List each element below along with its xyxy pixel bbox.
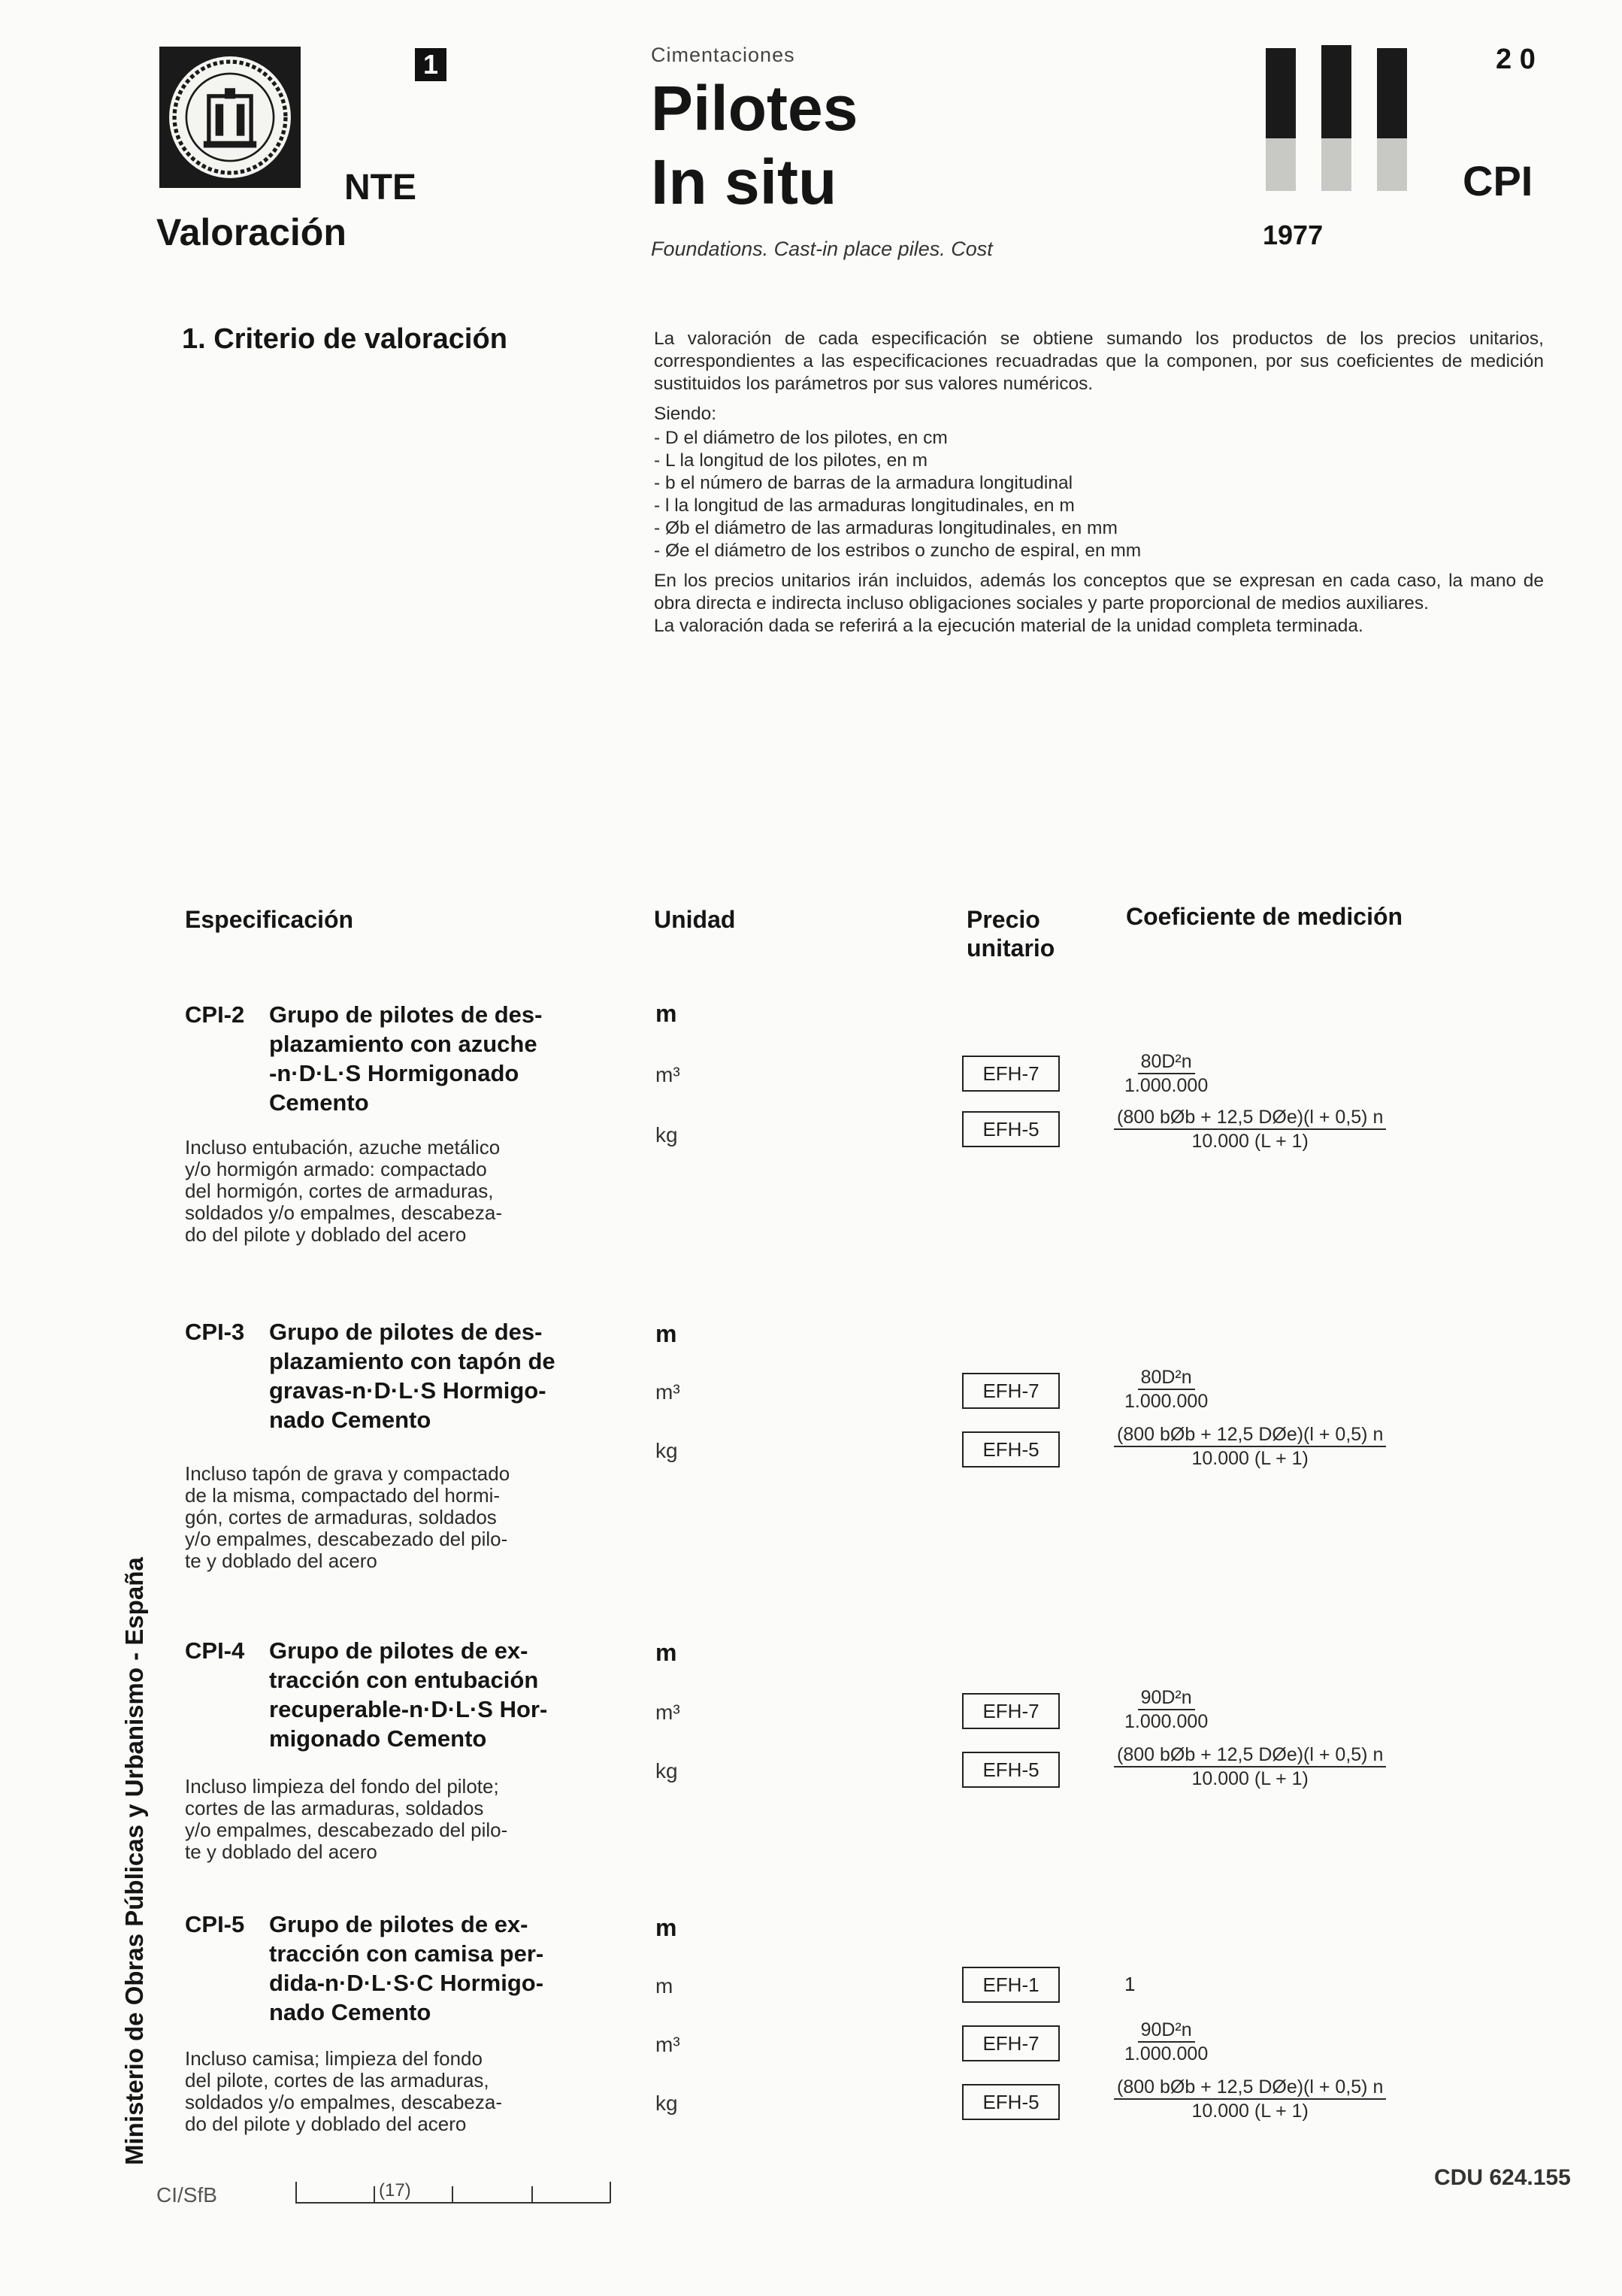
spec-title-cpi-5: CPI-5 Grupo de pilotes de ex- tracción con camisa per- dida-n·D·L·S·C Hormigo- nado Cemento bbox=[185, 1911, 544, 2025]
publication-year: 1977 bbox=[1263, 220, 1324, 250]
unit-label: m³ bbox=[655, 2033, 680, 2056]
col-header-spec: Especificación bbox=[185, 906, 354, 933]
coef-formula: (800 bØb + 12,5 DØe)(l + 0,5) n 10.000 (L + 1) bbox=[1114, 2076, 1386, 2122]
price-ref-box: EFH-1 bbox=[962, 1967, 1060, 2003]
ministry-seal-logo bbox=[159, 47, 301, 188]
cisfb-box-value: (17) bbox=[379, 2180, 411, 2201]
spec-title-cpi-4: CPI-4 Grupo de pilotes de ex- tracción con entubación recuperable-n·D·L·S Hor- migonado Cemento bbox=[185, 1637, 548, 1752]
cisfb-label: CI/SfB bbox=[156, 2183, 217, 2207]
definition-item: - b el número de barras de la armadura longitudinal bbox=[654, 473, 1073, 493]
coef-formula: (800 bØb + 12,5 DØe)(l + 0,5) n 10.000 (L + 1) bbox=[1114, 1424, 1386, 1469]
unit-label: kg bbox=[655, 1439, 678, 1462]
spec-title-cpi-2: CPI-2 Grupo de pilotes de des- plazamiento con azuche -n·D·L·S Hormigonado Cemento bbox=[185, 1001, 543, 1116]
price-ref-box: EFH-5 bbox=[962, 1752, 1060, 1788]
section-title: Valoración bbox=[156, 211, 346, 253]
definition-item: - L la longitud de los pilotes, en m bbox=[654, 450, 928, 471]
chapter-badge: 1 bbox=[415, 48, 446, 81]
unit-main: m bbox=[655, 1914, 677, 1941]
price-ref-box: EFH-5 bbox=[962, 1111, 1060, 1147]
document-code: CPI bbox=[1463, 157, 1533, 204]
cisfb-boxes bbox=[295, 2179, 612, 2206]
unit-label: kg bbox=[655, 2092, 678, 2115]
english-subtitle: Foundations. Cast-in place piles. Cost bbox=[651, 238, 993, 260]
col-header-price-line: Precio bbox=[967, 906, 1040, 933]
siendo-label: Siendo: bbox=[654, 404, 717, 424]
unit-label: m³ bbox=[655, 1701, 680, 1724]
unit-main: m bbox=[655, 1639, 677, 1666]
definition-item: - D el diámetro de los pilotes, en cm bbox=[654, 428, 948, 448]
unit-label: kg bbox=[655, 1759, 678, 1783]
nte-label: NTE bbox=[344, 168, 416, 207]
unit-main: m bbox=[655, 1320, 677, 1347]
spec-code: CPI-3 bbox=[185, 1319, 245, 1345]
spec-desc-cpi-3: Incluso tapón de grava y compactado de la misma, compactado del hormi- gón, cortes de armaduras, soldados y/o empalmes, descabezado del pilo- te y doblado del acero bbox=[185, 1462, 510, 1572]
seal-icon bbox=[164, 51, 296, 183]
unit-label: m³ bbox=[655, 1063, 680, 1086]
definition-item: - l la longitud de las armaduras longitudinales, en m bbox=[654, 495, 1075, 516]
coef-formula: (800 bØb + 12,5 DØe)(l + 0,5) n 10.000 (L + 1) bbox=[1114, 1107, 1386, 1152]
unit-label: kg bbox=[655, 1123, 678, 1146]
col-header-unit: Unidad bbox=[654, 906, 736, 933]
cisfb-box-lines bbox=[295, 2179, 612, 2206]
price-ref-box: EFH-7 bbox=[962, 1373, 1060, 1409]
page-number: 2 0 bbox=[1496, 44, 1536, 75]
coef-formula: (800 bØb + 12,5 DØe)(l + 0,5) n 10.000 (L + 1) bbox=[1114, 1744, 1386, 1789]
criteria-text bbox=[654, 328, 1544, 645]
col-header-price-line: unitario bbox=[967, 934, 1055, 962]
price-ref-box: EFH-7 bbox=[962, 2025, 1060, 2061]
unit-label: m bbox=[655, 1974, 673, 1998]
spec-desc-cpi-4: Incluso limpieza del fondo del pilote; cortes de las armaduras, soldados y/o empalmes, descabezado del pilo- te y doblado del acero bbox=[185, 1775, 508, 1863]
coef-formula: $\frac{\text{90D²n}}{1.000.000}$ bbox=[1124, 1687, 1209, 1732]
spec-desc-cpi-2: Incluso entubación, azuche metálico y/o hormigón armado: compactado del hormigón, cortes de armaduras, soldados y/o empalmes, descabeza- do del pilote y doblado del acero bbox=[185, 1136, 503, 1246]
col-header-price bbox=[967, 905, 1055, 962]
criteria-paragraph: La valoración dada se referirá a la ejecución material de la unidad completa terminada. bbox=[654, 616, 1363, 636]
coef-formula: $\frac{\text{90D²n}}{1.000.000}$ bbox=[1124, 2019, 1209, 2064]
spec-desc-cpi-5: Incluso camisa; limpieza del fondo del pilote, cortes de las armaduras, soldados y/o empalmes, descabeza- do del pilote y doblado del acero bbox=[185, 2047, 503, 2135]
price-ref-box: EFH-7 bbox=[962, 1056, 1060, 1092]
page-title-line2: In situ bbox=[651, 147, 837, 217]
unit-label: m³ bbox=[655, 1380, 680, 1404]
coef-formula: $\frac{\text{80D²n}}{1.000.000}$ bbox=[1124, 1051, 1209, 1096]
definition-item: - Øb el diámetro de las armaduras longitudinales, en mm bbox=[654, 518, 1118, 538]
price-ref-box: EFH-7 bbox=[962, 1693, 1060, 1729]
unit-main: m bbox=[655, 1000, 677, 1027]
criteria-heading: 1. Criterio de valoración bbox=[182, 323, 507, 355]
pile-bars-graphic bbox=[1263, 45, 1421, 195]
criteria-paragraph: La valoración de cada especificación se obtiene sumando los productos de los precios unitarios, correspondientes a las especificaciones recuadradas que la componen, por sus coeficientes de medición sustituidos los parámetros por sus valores numéricos. bbox=[654, 329, 1544, 394]
spec-title-cpi-3: CPI-3 Grupo de pilotes de des- plazamiento con tapón de gravas-n·D·L·S Hormigo- nado Cemento bbox=[185, 1319, 555, 1433]
cdu-code: CDU 624.155 bbox=[1434, 2165, 1571, 2190]
price-ref-box: EFH-5 bbox=[962, 2084, 1060, 2120]
criteria-paragraph: En los precios unitarios irán incluidos, además los conceptos que se expresan en cada caso, la mano de obra directa e indirecta incluso obligaciones sociales y parte proporcional de medios auxiliares. bbox=[654, 571, 1544, 613]
coef-value: 1 bbox=[1124, 1973, 1136, 1995]
spec-code: CPI-4 bbox=[185, 1637, 245, 1664]
price-ref-box: EFH-5 bbox=[962, 1431, 1060, 1468]
page-title-line1: Pilotes bbox=[651, 73, 858, 144]
ministry-vertical-label: Ministerio de Obras Públicas y Urbanismo - España bbox=[120, 1557, 148, 2165]
spec-code: CPI-5 bbox=[185, 1911, 245, 1937]
coef-formula: $\frac{\text{80D²n}}{1.000.000}$ bbox=[1124, 1367, 1209, 1412]
spec-code: CPI-2 bbox=[185, 1001, 245, 1028]
col-header-coef: Coeficiente de medición bbox=[1126, 903, 1403, 930]
category-label: Cimentaciones bbox=[651, 44, 795, 66]
definitions-list bbox=[654, 427, 1544, 562]
definition-item: - Øe el diámetro de los estribos o zuncho de espiral, en mm bbox=[654, 541, 1142, 561]
